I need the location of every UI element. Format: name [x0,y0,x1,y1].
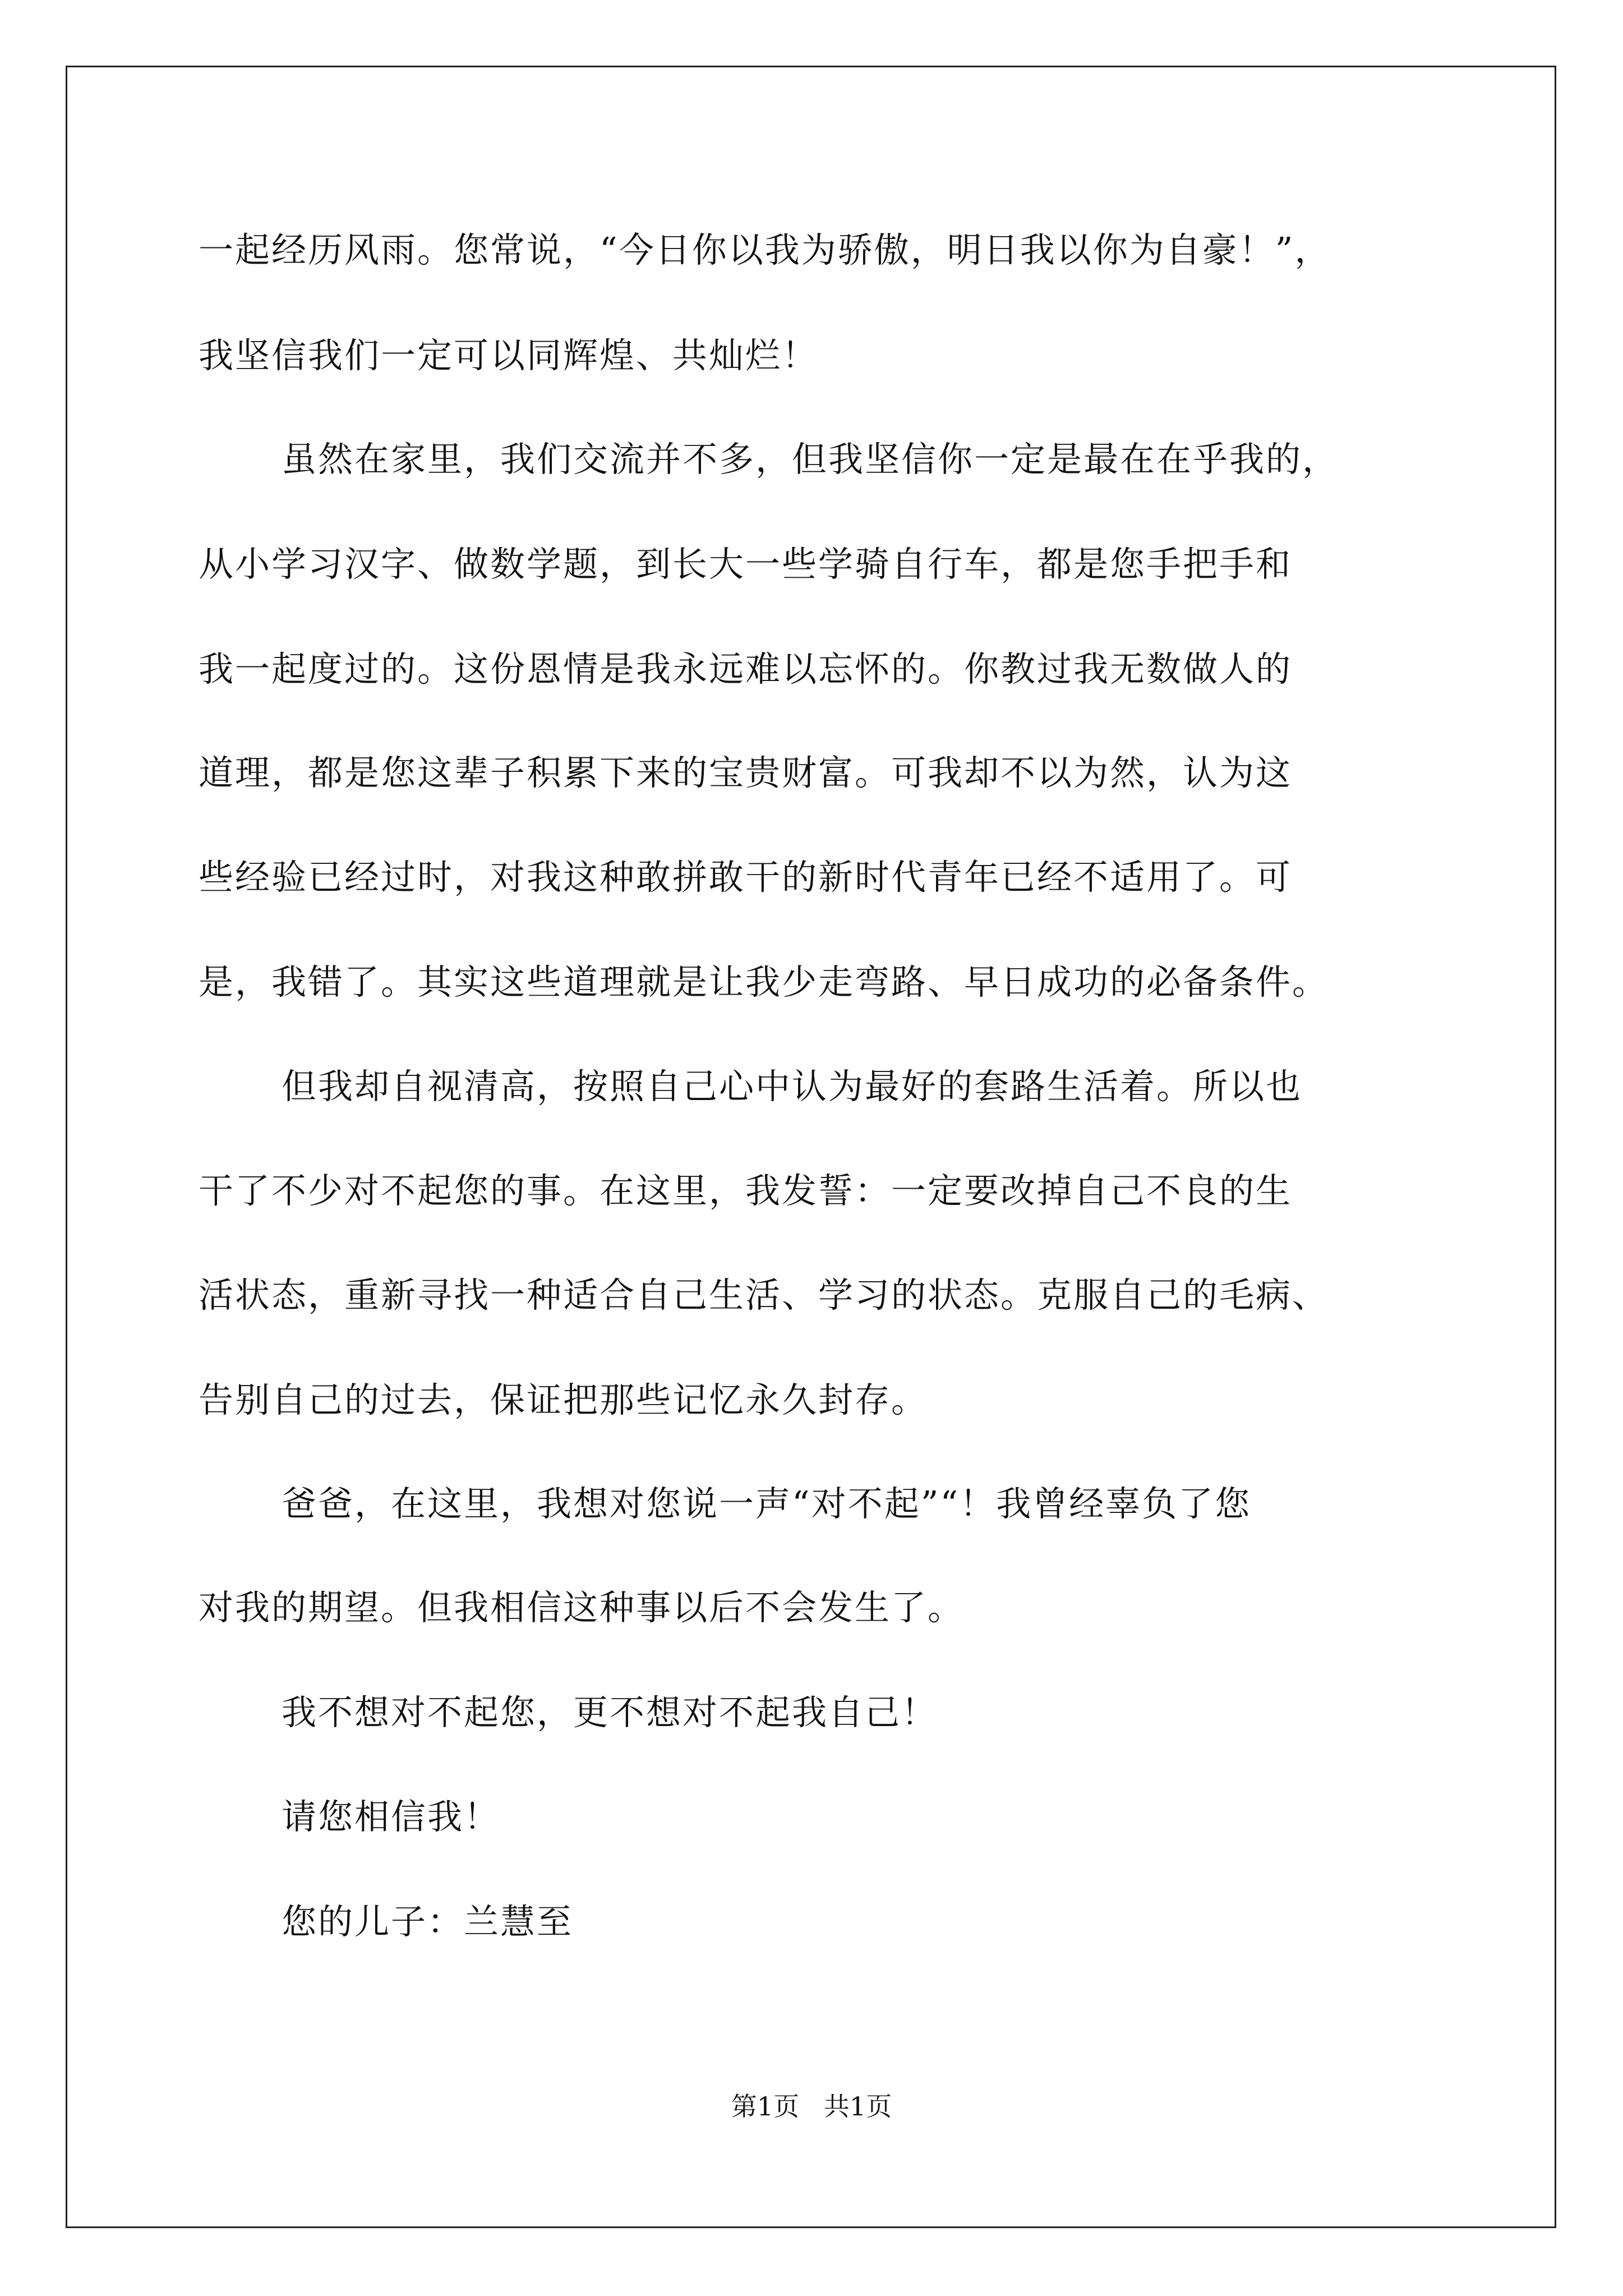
paragraph-1-line-2: 我坚信我们一定可以同辉煌、共灿烂！ [199,335,819,376]
paragraph-4-line-1: 爸爸，在这里，我想对您说一声“对不起”“！我曾经辜负了您 [282,1483,1252,1524]
paragraph-2-line-2: 从小学习汉字、做数学题，到长大一些学骑自行车，都是您手把手和 [199,544,1293,585]
paragraph-3-line-3: 活状态，重新寻找一种适合自己生活、学习的状态。克服自己的毛病、 [199,1274,1329,1315]
paragraph-3-line-4: 告别自己的过去，保证把那些记忆永久封存。 [199,1379,928,1420]
paragraph-2-line-3: 我一起度过的。这份恩情是我永远难以忘怀的。你教过我无数做人的 [199,648,1293,689]
paragraph-2-line-5: 些经验已经过时，对我这种敢拼敢干的新时代青年已经不适用了。可 [199,857,1293,898]
closing-line: 我不想对不起您，更不想对不起我自己！ [282,1692,938,1733]
paragraph-2-line-1: 虽然在家里，我们交流并不多，但我坚信你一定是最在在乎我的， [282,439,1339,480]
paragraph-2-line-4: 道理，都是您这辈子积累下来的宝贵财富。可我却不以为然，认为这 [199,752,1293,793]
paragraph-3-line-1: 但我却自视清高，按照自己心中认为最好的套路生活着。所以也 [282,1066,1303,1107]
page-number-footer: 第1页 共1页 [731,2091,892,2122]
paragraph-4-line-2: 对我的期望。但我相信这种事以后不会发生了。 [199,1587,965,1628]
paragraph-2-line-6: 是，我错了。其实这些道理就是让我少走弯路、早日成功的必备条件。 [199,961,1329,1002]
paragraph-1-line-1: 一起经历风雨。您常说，“今日你以我为骄傲，明日我以你为自豪！”， [199,229,1331,270]
request-line: 请您相信我！ [282,1796,501,1837]
paragraph-3-line-2: 干了不少对不起您的事。在这里，我发誓：一定要改掉自己不良的生 [199,1170,1293,1211]
signature-line: 您的儿子：兰慧至 [282,1901,574,1942]
